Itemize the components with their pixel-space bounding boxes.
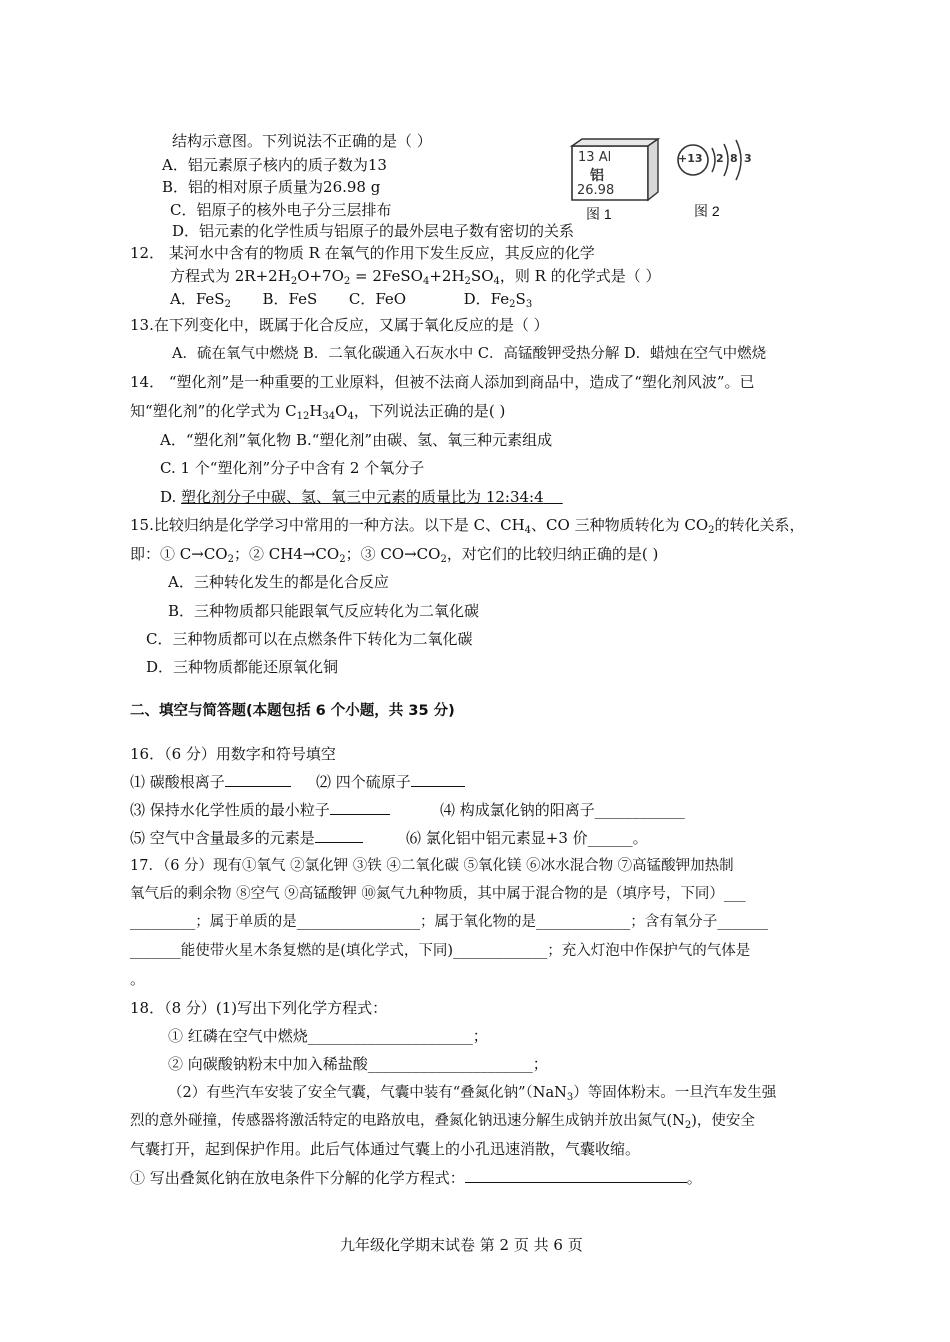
q16-item-1: ⑴ 碳酸根离子 (130, 772, 291, 792)
element-mass: 26.98 (577, 183, 615, 198)
q16-item-6: ⑹ 氯化铝中铝元素显+3 价______。 (406, 829, 648, 847)
q11-option-d: D．铝元素的化学性质与铝原子的最外层电子数有密切的关系 (172, 222, 575, 240)
q15-line2: 即：① $C\to CO_2$；② $CH4\to CO_2$；③ $CO\to CO_2$，对它们的比较归纳正确的是( ) (130, 545, 659, 565)
q11-option-a: A．铝元素原子核内的质子数为13 (162, 156, 387, 174)
q12-equation: 方程式为 $2R+2H_2O+7O_2$ = $2FeSO_4+2H_2SO_4$，则 R 的化学式是（ ） (170, 267, 661, 287)
q18-line2: ① 红磷在空气中燃烧______________________； (168, 1027, 488, 1045)
q18-line5: 烈的意外碰撞，传感器将激活特定的电路放电，叠氮化钠迅速分解生成钠并放出氮气$(N_2)$，使安全 (130, 1113, 755, 1131)
q11-stem: 结构示意图。下列说法不正确的是（ ） (172, 132, 432, 150)
q12-options: A．FeS$_2$ B．FeS C．FeO D．$Fe_2S_3$ (170, 290, 533, 310)
q14-line1: 14． “塑化剂”是一种重要的工业原料，但被不法商人添加到商品中，造成了“塑化剂风波”。已 (130, 373, 755, 391)
q17-line1: 17．（6 分）现有①氧气 ②氯化钾 ③铁 ④二氧化碳 ⑤氧化镁 ⑥冰水混合物 ⑦高锰酸钾加热制 (130, 858, 734, 874)
q16-stem: 16．（6 分）用数字和符号填空 (130, 745, 336, 763)
aluminum-element-card (568, 138, 668, 204)
q13-options: A．硫在氧气中燃烧 B．二氧化碳通入石灰水中 C．高锰酸钾受热分解 D．蜡烛在空气中燃烧 (172, 346, 767, 362)
q12-option-c: C．FeO (348, 290, 407, 308)
nucleus-charge: +13 (678, 152, 703, 165)
q15-option-b: B．三种物质都只能跟氧气反应转化为二氧化碳 (168, 602, 480, 620)
q18-line6: 气囊打开，起到保护作用。此后气体通过气囊上的小孔迅速消散，气囊收缩。 (130, 1140, 641, 1158)
element-name: 铝 (590, 168, 604, 184)
q11-option-c: C．铝原子的核外电子分三层排布 (170, 201, 392, 219)
q14-option-c: C. 1 个“塑化剂”分子中含有 2 个氧分子 (160, 459, 425, 477)
q14-line2: 知“塑化剂”的化学式为 $C_{12}H_{34}O_4$，下列说法正确的是( ) (130, 402, 506, 422)
q18-line4: （2）有些汽车安装了安全气囊，气囊中装有“叠氮化钠”（NaN$_3$）等固体粉末。一旦汽车发生强 (168, 1085, 777, 1103)
q12-option-d: D．Fe (463, 290, 510, 308)
q14-option-d: D. 塑化剂分子中碳、氢、氧三中元素的质量比为 12:34:4 (160, 488, 544, 506)
q15-option-c: C．三种物质都可以在点燃条件下转化为二氧化碳 (146, 630, 473, 648)
q12-option-b: B．FeS (262, 290, 318, 308)
element-symbol: Al (598, 150, 612, 165)
q17-line2: 氧气后的剩余物 ⑧空气 ⑨高锰酸钾 ⑩氮气九种物质，其中属于混合物的是（填序号，下同）___ (130, 886, 746, 902)
element-number: 13 (578, 150, 595, 165)
figure2-caption: 图 2 (694, 203, 720, 219)
q14-option-ab: A．“塑化剂”氧化物 B.“塑化剂”由碳、氢、氧三种元素组成 (160, 431, 553, 449)
q16-item-3: ⑶ 保持水化学性质的最小粒子 (130, 800, 390, 820)
page-footer: 九年级化学期末试卷 第 2 页 共 6 页 (340, 1236, 583, 1254)
q12-line1: 12． 某河水中含有的物质 R 在氧气的作用下发生反应，其反应的化学 (130, 244, 595, 262)
q12-option-a: A．FeS (170, 290, 225, 308)
q17-line5: 。 (130, 970, 146, 988)
q16-item-4: ⑷ 构成氯化钠的阳离子____________ (440, 801, 685, 819)
aluminum-atom-structure (672, 138, 762, 188)
q16-item-2: ⑵ 四个硫原子 (316, 772, 465, 792)
q15-option-d: D．三种物质都能还原氧化铜 (146, 658, 339, 676)
q18-line3: ② 向碳酸钠粉末中加入稀盐酸______________________； (168, 1055, 548, 1073)
q15-option-a: A．三种转化发生的都是化合反应 (168, 573, 389, 591)
q18-line1: 18．（8 分）(1)写出下列化学方程式： (130, 999, 388, 1017)
q15-line1: 15.比较归纳是化学学习中常用的一种方法。以下是 C、$CH_4$、CO 三种物质转化为 $CO_2$的转化关系， (130, 516, 805, 536)
q18-line7: ① 写出叠氮化钠在放电条件下分解的化学方程式： 。 (130, 1169, 702, 1187)
section2-heading: 二、填空与简答题(本题包括 6 个小题，共 35 分) (130, 703, 455, 719)
shell-2-count: 8 (730, 152, 738, 165)
q16-item-5: ⑸ 空气中含量最多的元素是 (130, 828, 363, 848)
q13-stem: 13.在下列变化中，既属于化合反应，又属于氧化反应的是（ ） (130, 316, 549, 334)
q17-line4: _______能使带火星木条复燃的是(填化学式，下同)_____________；充入灯泡中作保护气的气体是 (130, 943, 751, 959)
q17-line3: _________；属于单质的是_________________；属于氧化物的是_____________；含有氧分子_______ (130, 914, 768, 930)
q11-option-b: B．铝的相对原子质量为26.98 g (162, 178, 381, 196)
shell-3-count: 3 (744, 152, 752, 165)
figure1-caption: 图 1 (586, 206, 612, 222)
shell-1-count: 2 (716, 152, 724, 165)
